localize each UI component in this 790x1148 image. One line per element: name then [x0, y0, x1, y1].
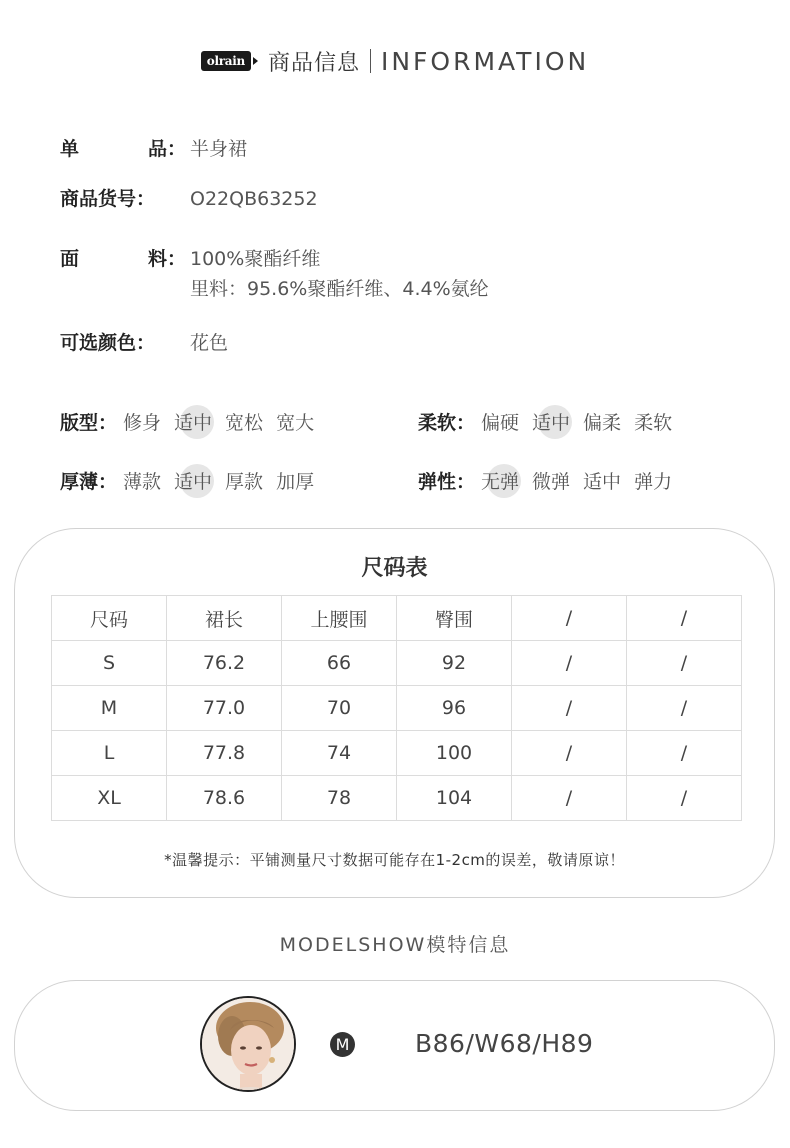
table-cell: S	[52, 641, 167, 686]
table-cell: /	[627, 731, 742, 776]
attr-elasticity	[418, 467, 685, 494]
table-cell: /	[512, 686, 627, 731]
table-cell: 74	[282, 731, 397, 776]
attr-elasticity-label: 弹性：	[418, 471, 476, 493]
table-cell: 78	[282, 776, 397, 821]
section-header	[0, 44, 790, 78]
attr-elasticity-option: 微弹	[532, 471, 571, 493]
info-row-item	[60, 134, 247, 164]
table-cell: 76.2	[167, 641, 282, 686]
info-row-color	[60, 328, 228, 358]
table-cell: /	[512, 641, 627, 686]
sku-label: 商品货号：	[60, 188, 156, 210]
model-heading: MODELSHOW模特信息	[279, 934, 511, 956]
table-cell: /	[627, 776, 742, 821]
attr-thickness-label: 厚薄：	[60, 471, 118, 493]
attr-thickness-option: 厚款	[225, 471, 264, 493]
attr-thickness	[60, 467, 327, 494]
item-label: 单 品：	[60, 138, 186, 160]
table-cell: 92	[397, 641, 512, 686]
table-cell: 66	[282, 641, 397, 686]
play-arrow-icon	[253, 57, 258, 65]
table-cell: L	[52, 731, 167, 776]
attr-fit-option: 适中	[174, 408, 212, 435]
table-header-cell: 上腰围	[282, 596, 397, 641]
table-cell: 96	[397, 686, 512, 731]
table-cell: /	[512, 731, 627, 776]
size-chart-card	[14, 528, 775, 898]
attr-thickness-option: 加厚	[276, 471, 315, 493]
table-cell: 78.6	[167, 776, 282, 821]
table-cell: M	[52, 686, 167, 731]
info-row-sku	[60, 184, 318, 214]
size-note: *温馨提示：平铺测量尺寸数据可能存在1-2cm的误差，敬请原谅！	[164, 851, 625, 869]
table-header-cell: /	[627, 596, 742, 641]
model-size-badge: M	[330, 1032, 355, 1057]
table-header-cell: /	[512, 596, 627, 641]
table-row	[52, 686, 742, 731]
attr-fit-option: 宽大	[276, 412, 315, 434]
attr-fit	[60, 408, 327, 435]
sku-value: O22QB63252	[190, 188, 318, 210]
header-title-en: INFORMATION	[380, 46, 590, 76]
table-cell: 70	[282, 686, 397, 731]
fabric-line-2: 里料：95.6%聚酯纤维、4.4%氨纶	[190, 278, 489, 300]
attr-softness-option: 适中	[532, 408, 570, 435]
model-measurements: B86/W68/H89	[415, 1029, 594, 1058]
attr-elasticity-option: 无弹	[481, 467, 519, 494]
attr-fit-label: 版型：	[60, 412, 118, 434]
fabric-label: 面 料：	[60, 248, 186, 270]
attr-thickness-option: 适中	[174, 467, 212, 494]
brand-logo: olrain	[201, 51, 251, 71]
table-row	[52, 731, 742, 776]
attr-elasticity-option: 适中	[583, 471, 622, 493]
header-divider	[370, 49, 371, 73]
attr-softness	[418, 408, 685, 435]
attr-fit-option: 修身	[123, 412, 162, 434]
color-value: 花色	[190, 332, 229, 354]
table-cell: /	[627, 641, 742, 686]
avatar-portrait-icon	[202, 998, 296, 1092]
item-value: 半身裙	[190, 138, 248, 160]
attr-softness-option: 偏硬	[481, 412, 520, 434]
model-card	[14, 980, 775, 1111]
table-cell: 77.8	[167, 731, 282, 776]
table-cell: 77.0	[167, 686, 282, 731]
attr-elasticity-option: 弹力	[634, 471, 673, 493]
model-avatar	[200, 996, 296, 1092]
size-chart-title: 尺码表	[361, 556, 428, 581]
attr-softness-label: 柔软：	[418, 412, 476, 434]
table-header-cell: 裙长	[167, 596, 282, 641]
attr-softness-option: 偏柔	[583, 412, 622, 434]
table-cell: 100	[397, 731, 512, 776]
size-table	[51, 595, 742, 821]
table-cell: 104	[397, 776, 512, 821]
table-cell: XL	[52, 776, 167, 821]
table-row	[52, 776, 742, 821]
fabric-line-1: 100%聚酯纤维	[190, 248, 321, 270]
color-label: 可选颜色：	[60, 332, 156, 354]
table-header-cell: 臀围	[397, 596, 512, 641]
table-header-cell: 尺码	[52, 596, 167, 641]
info-row-fabric	[60, 244, 489, 304]
attr-thickness-option: 薄款	[123, 471, 162, 493]
header-title-cn: 商品信息	[267, 50, 360, 76]
table-row	[52, 641, 742, 686]
attr-fit-option: 宽松	[225, 412, 264, 434]
fabric-value	[190, 244, 489, 304]
attr-softness-option: 柔软	[634, 412, 673, 434]
table-header-row	[52, 596, 742, 641]
table-cell: /	[627, 686, 742, 731]
table-cell: /	[512, 776, 627, 821]
